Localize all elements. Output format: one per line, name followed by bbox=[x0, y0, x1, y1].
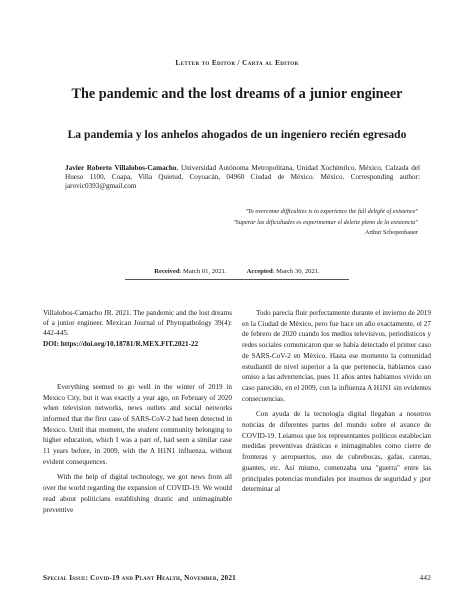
left-column-english bbox=[43, 308, 232, 515]
body-paragraph-en-1: Everything seemed to go well in the winter of 2019 in Mexico City, but it was exactly a year ago, on February of 2020 when television networks, news outlets and social networks informed that the first case of SARS-CoV-2 had been detected in Mexico. Until that moment, the student community belonging to higher education, which I was a part of, had seen a similar case 11 years before, in 2009, with the A H1N1 influenza, without evident consequences. bbox=[43, 382, 232, 466]
body-paragraph-en-2: With the help of digital technology, we got news from all over the world regarding the expansion of COVID-19. We would read about politicians establishing drastic and unimaginable preventive bbox=[43, 473, 232, 514]
article-title-spanish: La pandemia y los anhelos ahogados de un ingeniero recién egresado bbox=[67, 128, 407, 141]
page-footer bbox=[43, 574, 431, 582]
author-name: Javier Roberto Villalobos-Camacho bbox=[65, 164, 177, 172]
citation-text: Villalobos-Camacho JR. 2021. The pandemic and the lost dreams of a junior engineer. Mexican Journal of Phytopathology 39(4): 442-445. bbox=[43, 309, 232, 338]
accepted-label: Accepted bbox=[246, 268, 273, 275]
epigraph-attribution: Arthur Schopenhauer bbox=[364, 229, 418, 237]
received-label: Received bbox=[154, 268, 180, 275]
accepted-date: : March 30, 2021. bbox=[272, 268, 320, 275]
author-affiliation bbox=[65, 164, 420, 192]
page-number: 442 bbox=[419, 574, 431, 582]
epigraph-line-english: "To overcome difficulties is to experience the full delight of existence" bbox=[245, 208, 418, 215]
article-title-english: The pandemic and the lost dreams of a junior engineer bbox=[71, 86, 403, 102]
body-paragraph-es-2: Con ayuda de la tecnología digital llegaban a nosotros noticias de diferentes partes del mundo sobre el avance de COVID-19. Leíamos que los representantes políticos establecían medidas preventivas drásticas e inimaginables como cierre de fronteras y aeropuertos, uso de cubrebocas, gafas, caretas, guantes, etc. Así mismo, comenzaba una "guerra" entre las principales potencias mundiales por insumos de seguridad y ¡por determinar al bbox=[242, 410, 431, 494]
section-label: Letter to Editor / Carta al Editor bbox=[175, 59, 299, 67]
divider-rule bbox=[125, 279, 349, 280]
body-paragraph-es-1: Todo parecía fluir perfectamente durante el invierno de 2019 en la Ciudad de México, pero fue hace un año exactamente, el 27 de febrero de 2020 cuando los medios televisivos, periodísticos y redes sociales comunicaron que se había detectado el primer caso de SARS-CoV-2 en México. Hasta ese momento la comunidad estudiantil de nivel superior a la que pertenecía, habíamos caso omiso a las advertencias, pues 11 años antes habíamos vivido un caso parecido, en el 2009, con la influenza A H1N1 sin evidentes consecuencias. bbox=[242, 309, 431, 403]
epigraph bbox=[88, 207, 418, 239]
epigraph-line-spanish: "Superar las dificultades es experimentar el deleite pleno de la existencia" bbox=[233, 218, 418, 226]
received-date: : March 01, 2021. bbox=[179, 268, 227, 275]
doi-link[interactable]: DOI: https://doi.org/10.18781/R.MEX.FIT.2021-22 bbox=[43, 339, 199, 348]
article-dates bbox=[0, 268, 474, 275]
footer-issue: Special Issue: Covid-19 and Plant Health, November, 2021 bbox=[43, 574, 236, 582]
affiliation-text: , Universidad Autónoma Metropolitana, Unidad Xochimilco, México, Calzada del Hueso 1100, Coapa, Villa Quietud, Coyoacán, 04960 Ciudad de México. México. Corresponding author: jarovic0393@gmail.com bbox=[65, 164, 420, 191]
right-column-spanish bbox=[242, 308, 431, 495]
